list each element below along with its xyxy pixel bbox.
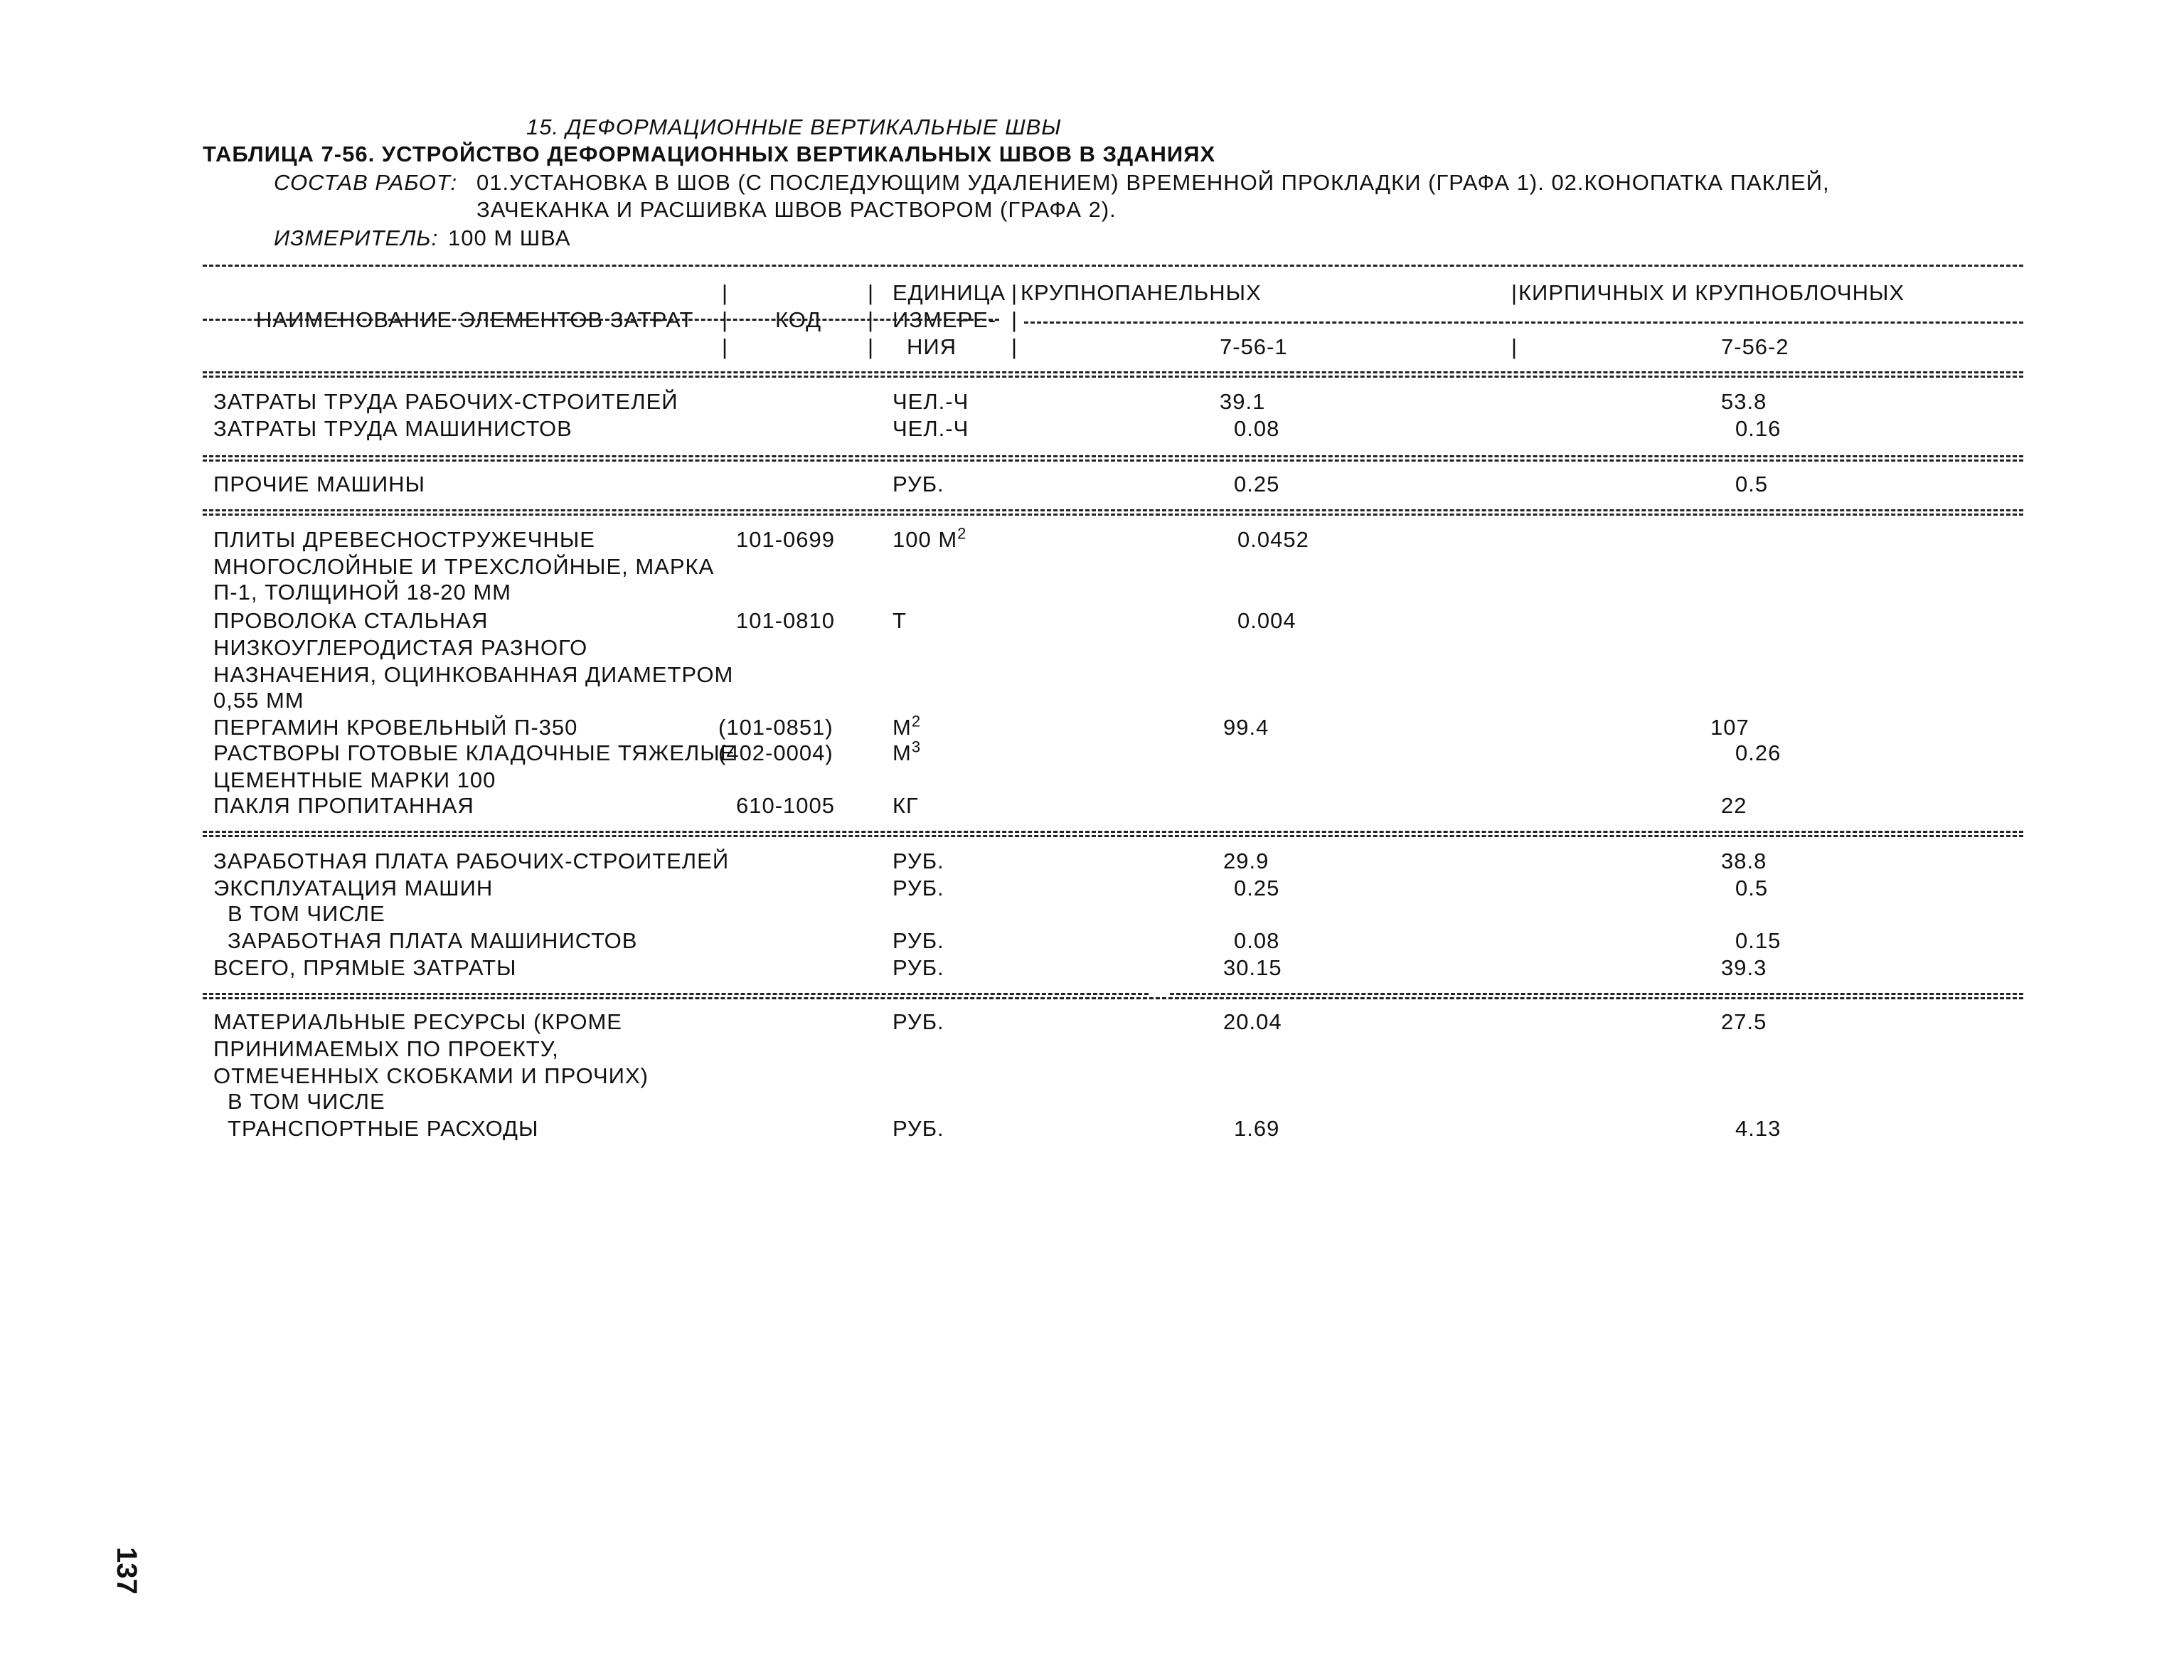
- cost-v2: 0.5: [1735, 876, 1769, 900]
- cost-unit: РУБ.: [893, 928, 944, 953]
- labor-unit: ЧЕЛ.-Ч: [893, 389, 969, 414]
- material-code: 610-1005: [736, 793, 836, 818]
- header-group-2: КИРПИЧНЫХ И КРУПНОБЛОЧНЫХ: [1518, 280, 1905, 305]
- material-v1: 0.0452: [1237, 527, 1309, 552]
- header-pipe: |: [1011, 334, 1018, 359]
- material-unit: [893, 524, 967, 552]
- labor-unit: ЧЕЛ.-Ч: [893, 416, 969, 441]
- header-pipe: |: [868, 307, 875, 332]
- material-v2: 0.26: [1735, 740, 1781, 765]
- divider: [203, 371, 2023, 373]
- section-title: 15. ДЕФОРМАЦИОННЫЕ ВЕРТИКАЛЬНЫЕ ШВЫ: [526, 115, 1062, 139]
- machines-v1: 0.25: [1234, 472, 1280, 496]
- cost-v2: 38.8: [1721, 849, 1767, 873]
- material-unit-text: 100 М: [893, 527, 958, 552]
- header-pipe: |: [722, 280, 729, 305]
- material-name: ПЛИТЫ ДРЕВЕСНОСТРУЖЕЧНЫЕ: [213, 527, 595, 552]
- resource-name: ПРИНИМАЕМЫХ ПО ПРОЕКТУ,: [213, 1036, 559, 1061]
- divider: [1170, 993, 2023, 995]
- work-composition-line1: 01.УСТАНОВКА В ШОВ (С ПОСЛЕДУЮЩИМ УДАЛЕНИЕМ) ВРЕМЕННОЙ ПРОКЛАДКИ (ГРАФА 1). 02.КОНОПАТКА ПАКЛЕЙ,: [476, 170, 1830, 195]
- cost-v2: 0.15: [1735, 928, 1781, 953]
- labor-v1: 0.08: [1234, 416, 1280, 441]
- cost-v1: 0.08: [1234, 928, 1280, 953]
- machines-v2: 0.5: [1735, 472, 1769, 496]
- header-code: КОД: [775, 307, 822, 332]
- resource-v1: 20.04: [1223, 1009, 1282, 1034]
- machines-unit: РУБ.: [893, 472, 944, 496]
- material-unit: [893, 712, 922, 740]
- divider: [203, 455, 2023, 457]
- divider: [203, 376, 2023, 378]
- header-name: НАИМЕНОВАНИЕ ЭЛЕМЕНТОВ ЗАТРАТ: [256, 307, 694, 332]
- material-name: ПЕРГАМИН КРОВЕЛЬНЫЙ П-350: [213, 715, 578, 740]
- page-number: 137: [111, 1547, 142, 1595]
- machines-name: ПРОЧИЕ МАШИНЫ: [213, 472, 425, 496]
- material-v1: 99.4: [1223, 715, 1269, 740]
- material-name: 0,55 ММ: [213, 688, 304, 713]
- header-unit-2: ИЗМЕРЕ-: [893, 307, 997, 332]
- divider: [203, 835, 2023, 837]
- material-name: ПАКЛЯ ПРОПИТАННАЯ: [213, 793, 474, 818]
- material-unit: Т: [893, 608, 907, 633]
- resource-name: МАТЕРИАЛЬНЫЕ РЕСУРСЫ (КРОМЕ: [213, 1009, 622, 1034]
- divider: [203, 509, 2023, 511]
- labor-v2: 53.8: [1721, 389, 1767, 414]
- material-unit-text: М: [893, 715, 912, 740]
- header-unit-1: ЕДИНИЦА: [893, 280, 1006, 305]
- header-pipe: |: [722, 307, 729, 332]
- material-name: ЦЕМЕНТНЫЕ МАРКИ 100: [213, 767, 496, 792]
- labor-name: ЗАТРАТЫ ТРУДА РАБОЧИХ-СТРОИТЕЛЕЙ: [213, 389, 678, 414]
- material-name: НИЗКОУГЛЕРОДИСТАЯ РАЗНОГО: [213, 635, 588, 660]
- divider: [203, 459, 2023, 462]
- cost-v1: 30.15: [1223, 955, 1282, 980]
- material-name: П-1, ТОЛЩИНОЙ 18-20 ММ: [213, 580, 512, 605]
- divider: [1024, 321, 2023, 324]
- material-unit-sup: 2: [957, 524, 967, 543]
- material-code: 101-0810: [736, 608, 836, 633]
- material-name: МНОГОСЛОЙНЫЕ И ТРЕХСЛОЙНЫЕ, МАРКА: [213, 554, 715, 579]
- header-col-2: 7-56-2: [1721, 334, 1789, 359]
- resource-name: ОТМЕЧЕННЫХ СКОБКАМИ И ПРОЧИХ): [213, 1063, 649, 1088]
- divider: [203, 319, 999, 321]
- divider: [203, 997, 2023, 999]
- material-unit-sup: 3: [911, 738, 922, 756]
- cost-unit: РУБ.: [893, 876, 944, 900]
- material-unit-sup: 2: [911, 712, 922, 730]
- header-unit-3: НИЯ: [907, 334, 957, 359]
- material-name: РАСТВОРЫ ГОТОВЫЕ КЛАДОЧНЫЕ ТЯЖЕЛЫЕ: [213, 740, 736, 765]
- material-v2: 107: [1710, 715, 1749, 740]
- resource-unit: РУБ.: [893, 1116, 944, 1141]
- header-pipe: |: [1011, 307, 1018, 332]
- resource-incl-label: В ТОМ ЧИСЛЕ: [228, 1089, 385, 1114]
- material-name: ПРОВОЛОКА СТАЛЬНАЯ: [213, 608, 489, 633]
- material-unit: КГ: [893, 793, 919, 818]
- measure-value: 100 М ШВА: [448, 225, 571, 250]
- cost-name: ЗАРАБОТНАЯ ПЛАТА МАШИНИСТОВ: [228, 928, 638, 953]
- measure-label: ИЗМЕРИТЕЛЬ:: [274, 225, 439, 250]
- header-group-1: КРУПНОПАНЕЛЬНЫХ: [1021, 280, 1262, 305]
- work-composition-label: СОСТАВ РАБОТ:: [274, 170, 458, 195]
- divider: [203, 514, 2023, 516]
- table-title: ТАБЛИЦА 7-56. УСТРОЙСТВО ДЕФОРМАЦИОННЫХ ВЕРТИКАЛЬНЫХ ШВОВ В ЗДАНИЯХ: [203, 142, 1216, 166]
- cost-v1: 29.9: [1223, 849, 1269, 873]
- material-code: (101-0851): [718, 715, 833, 740]
- material-v2: 22: [1721, 793, 1747, 818]
- resource-v2: 27.5: [1721, 1009, 1767, 1034]
- cost-name: ВСЕГО, ПРЯМЫЕ ЗАТРАТЫ: [213, 955, 517, 980]
- cost-incl-label: В ТОМ ЧИСЛЕ: [228, 901, 385, 926]
- divider: [203, 265, 2023, 267]
- divider: [203, 831, 2023, 833]
- header-pipe: |: [722, 334, 729, 359]
- cost-name: ЗАРАБОТНАЯ ПЛАТА РАБОЧИХ-СТРОИТЕЛЕЙ: [213, 849, 730, 873]
- header-pipe: |: [1011, 280, 1018, 305]
- material-unit-text: М: [893, 740, 912, 765]
- cost-v1: 0.25: [1234, 876, 1280, 900]
- material-unit: [893, 738, 922, 765]
- header-pipe: |: [1511, 280, 1518, 305]
- labor-v1: 39.1: [1220, 389, 1266, 414]
- work-composition-line2: ЗАЧЕКАНКА И РАСШИВКА ШВОВ РАСТВОРОМ (ГРАФА 2).: [476, 197, 1117, 222]
- cost-unit: РУБ.: [893, 849, 944, 873]
- material-code: 101-0699: [736, 527, 836, 552]
- header-pipe: |: [1511, 334, 1518, 359]
- cost-unit: РУБ.: [893, 955, 944, 980]
- material-name: НАЗНАЧЕНИЯ, ОЦИНКОВАННАЯ ДИАМЕТРОМ: [213, 662, 734, 687]
- divider: [203, 993, 1149, 995]
- labor-v2: 0.16: [1735, 416, 1781, 441]
- resource-unit: РУБ.: [893, 1009, 944, 1034]
- material-code: (402-0004): [718, 740, 833, 765]
- labor-name: ЗАТРАТЫ ТРУДА МАШИНИСТОВ: [213, 416, 572, 441]
- resource-name: ТРАНСПОРТНЫЕ РАСХОДЫ: [228, 1116, 539, 1141]
- header-pipe: |: [868, 334, 875, 359]
- resource-v2: 4.13: [1735, 1116, 1781, 1141]
- cost-v2: 39.3: [1721, 955, 1767, 980]
- material-v1: 0.004: [1237, 608, 1296, 633]
- header-col-1: 7-56-1: [1220, 334, 1288, 359]
- resource-v1: 1.69: [1234, 1116, 1280, 1141]
- header-pipe: |: [868, 280, 875, 305]
- cost-name: ЭКСПЛУАТАЦИЯ МАШИН: [213, 876, 494, 900]
